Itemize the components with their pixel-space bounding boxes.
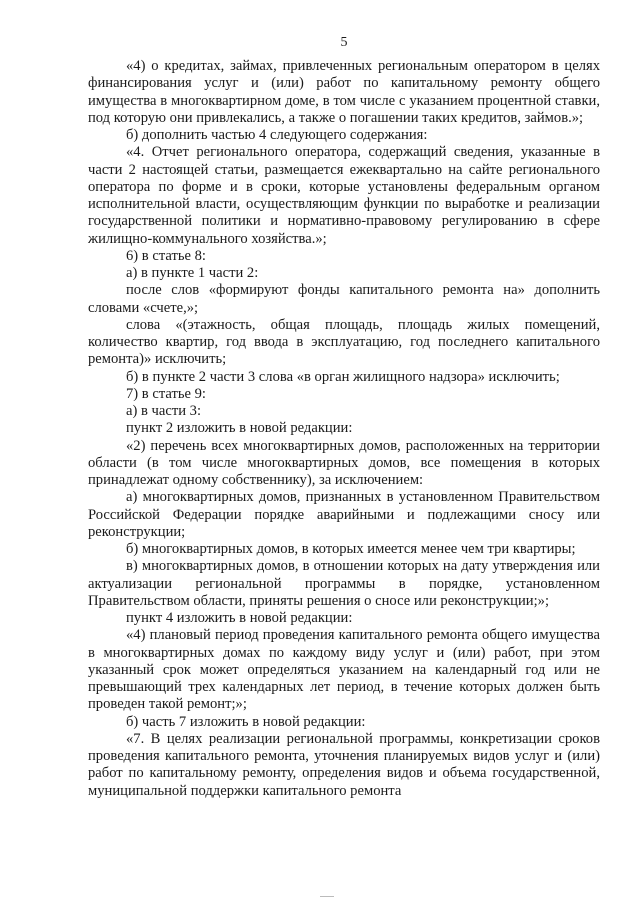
- paragraph: пункт 2 изложить в новой редакции:: [126, 420, 353, 437]
- paragraph: «7. В целях реализации региональной программы, конкретизации сроков проведения капитального ремонта, уточнения планируемых видов услуг и (или) работ по капитальному ремонту, определения видов и объема государственной, муниципальной поддержки капитального ремонта: [88, 730, 600, 799]
- paragraph: пункт 4 изложить в новой редакции:: [126, 610, 353, 626]
- paragraph: после слов «формируют фонды капитального ремонта на» дополнить словами «счете,»;: [88, 282, 600, 316]
- paragraph: б) дополнить частью 4 следующего содержания:: [126, 127, 428, 143]
- document-body: [88, 58, 600, 800]
- paragraph: «4. Отчет регионального оператора, содержащий сведения, указанные в части 2 настоящей статьи, размещается ежеквартально на сайте регионального оператора по форме и в сроки, которые установлены федеральным органом исполнительной власти, осуществляющим функции по выработке и реализации государственной политики и нормативно-правовому регулированию в сфере жилищно-коммунального хозяйства.»;: [88, 144, 600, 247]
- paragraph: а) в пункте 1 части 2:: [126, 265, 259, 281]
- paragraph: б) часть 7 изложить в новой редакции:: [126, 713, 366, 730]
- paragraph: а) многоквартирных домов, признанных в установленном Правительством Российской Федерации порядке аварийными и подлежащими сносу или реконструкции;: [88, 489, 600, 540]
- paragraph: 6) в статье 8:: [126, 247, 206, 264]
- scan-artifact: [320, 896, 334, 897]
- page-number: 5: [340, 35, 348, 50]
- paragraph: слова «(этажность, общая площадь, площадь жилых помещений, количество квартир, год ввода в эксплуатацию, год последнего капитального ремонта)» исключить;: [88, 316, 600, 368]
- paragraph: «4) о кредитах, займах, привлеченных региональным оператором в целях финансирования услуг и (или) работ по капитальному ремонту общего имущества в многоквартирном доме, в том числе с указанием процентной ставки, под которую они привлекались, а также о погашении таких кредитов, займов.»;: [88, 58, 600, 126]
- paragraph: в) многоквартирных домов, в отношении которых на дату утверждения или актуализации региональной программы в порядке, установленном Правительством области, приняты решения о сносе или реконструкции;»;: [88, 558, 600, 609]
- paragraph: «4) плановый период проведения капитального ремонта общего имущества в многоквартирных домах по каждому виду услуг и (или) работ, при этом указанный срок может определяться указанием на календарный год или не превышающий трех календарных лет период, в течение которых должен быть проведен такой ремонт;»;: [88, 627, 600, 713]
- paragraph: а) в части 3:: [126, 403, 202, 419]
- paragraph: б) в пункте 2 части 3 слова «в орган жилищного надзора» исключить;: [126, 368, 560, 385]
- paragraph: 7) в статье 9:: [126, 385, 206, 402]
- paragraph: «2) перечень всех многоквартирных домов, расположенных на территории области (в том числе многоквартирных домов, все помещения в которых принадлежат одному собственнику), за исключением:: [88, 437, 600, 488]
- paragraph: б) многоквартирных домов, в которых имеется менее чем три квартиры;: [126, 541, 576, 557]
